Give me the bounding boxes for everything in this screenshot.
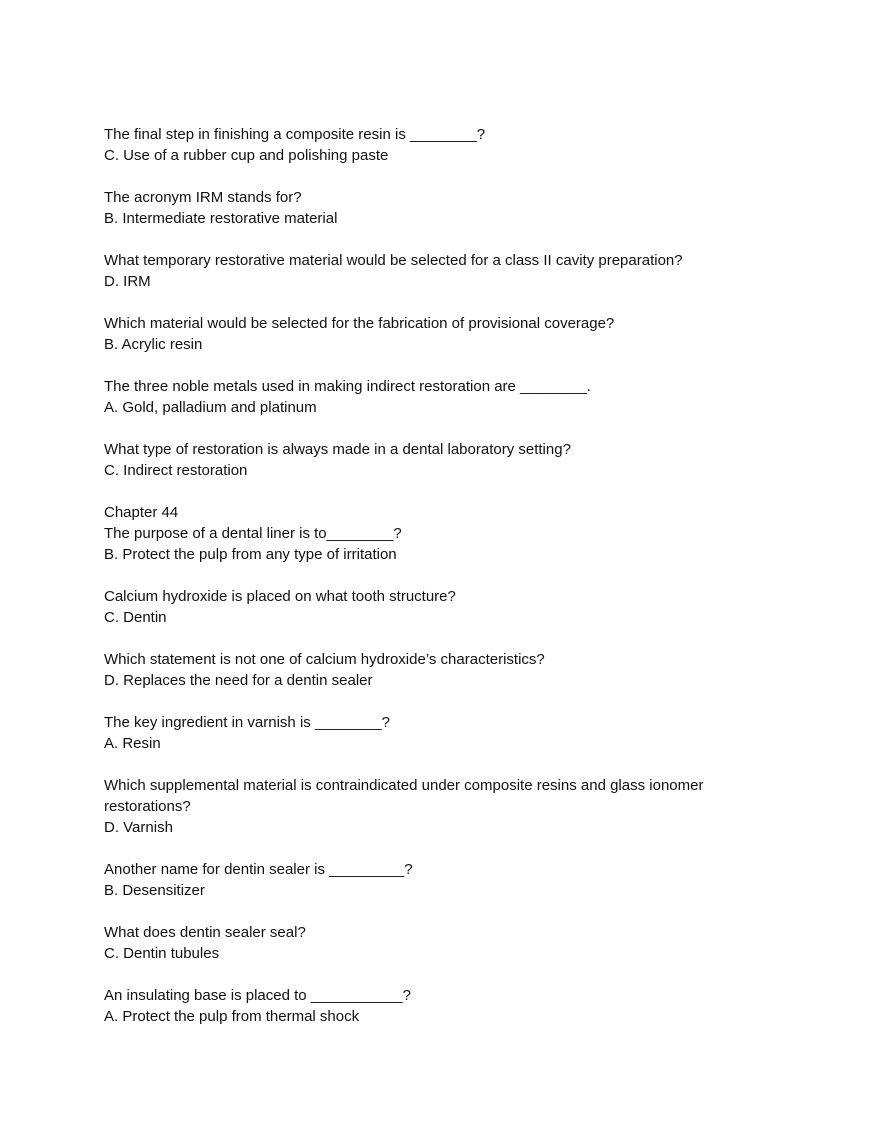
text-line: Calcium hydroxide is placed on what tooth structure? <box>104 588 456 605</box>
text-line: The key ingredient in varnish is ________? <box>104 714 391 731</box>
text-line: C. Dentin <box>104 609 167 626</box>
qa-item <box>104 586 744 628</box>
text-line: C. Indirect restoration <box>104 462 248 479</box>
text-line: Chapter 44 <box>104 504 179 521</box>
text-line: The three noble metals used in making indirect restoration are ________. <box>104 378 591 395</box>
qa-item <box>104 922 744 964</box>
text-line: D. IRM <box>104 273 151 290</box>
qa-item <box>104 313 744 355</box>
text-line: Which supplemental material is contraindicated under composite resins and glass ionomer restorations? <box>104 777 704 815</box>
text-line: What does dentin sealer seal? <box>104 924 306 941</box>
text-line: D. Replaces the need for a dentin sealer <box>104 672 373 689</box>
text-line: The purpose of a dental liner is to________? <box>104 525 402 542</box>
qa-item <box>104 376 744 418</box>
text-line: What temporary restorative material would be selected for a class II cavity preparation? <box>104 252 683 269</box>
text-line: A. Resin <box>104 735 161 752</box>
text-line: C. Dentin tubules <box>104 945 220 962</box>
text-line: Which statement is not one of calcium hydroxide’s characteristics? <box>104 651 545 668</box>
qa-item <box>104 985 744 1027</box>
text-line: The final step in finishing a composite resin is ________? <box>104 126 486 143</box>
text-line: The acronym IRM stands for? <box>104 189 302 206</box>
qa-item <box>104 439 744 481</box>
qa-item <box>104 187 744 229</box>
text-line: A. Protect the pulp from thermal shock <box>104 1008 360 1025</box>
text-line: An insulating base is placed to ___________? <box>104 987 411 1004</box>
qa-item <box>104 712 744 754</box>
qa-item <box>104 775 744 838</box>
text-line: Which material would be selected for the fabrication of provisional coverage? <box>104 315 615 332</box>
qa-item <box>104 124 744 166</box>
text-line: B. Protect the pulp from any type of irritation <box>104 546 397 563</box>
qa-item <box>104 250 744 292</box>
text-line: B. Acrylic resin <box>104 336 203 353</box>
text-line: D. Varnish <box>104 819 173 836</box>
text-line: A. Gold, palladium and platinum <box>104 399 317 416</box>
text-line: B. Intermediate restorative material <box>104 210 338 227</box>
qa-item <box>104 502 744 565</box>
qa-item <box>104 859 744 901</box>
text-line: What type of restoration is always made in a dental laboratory setting? <box>104 441 571 458</box>
text-line: Another name for dentin sealer is _________? <box>104 861 413 878</box>
text-line: C. Use of a rubber cup and polishing paste <box>104 147 389 164</box>
qa-item <box>104 649 744 691</box>
document-body <box>104 124 744 1048</box>
text-line: B. Desensitizer <box>104 882 205 899</box>
